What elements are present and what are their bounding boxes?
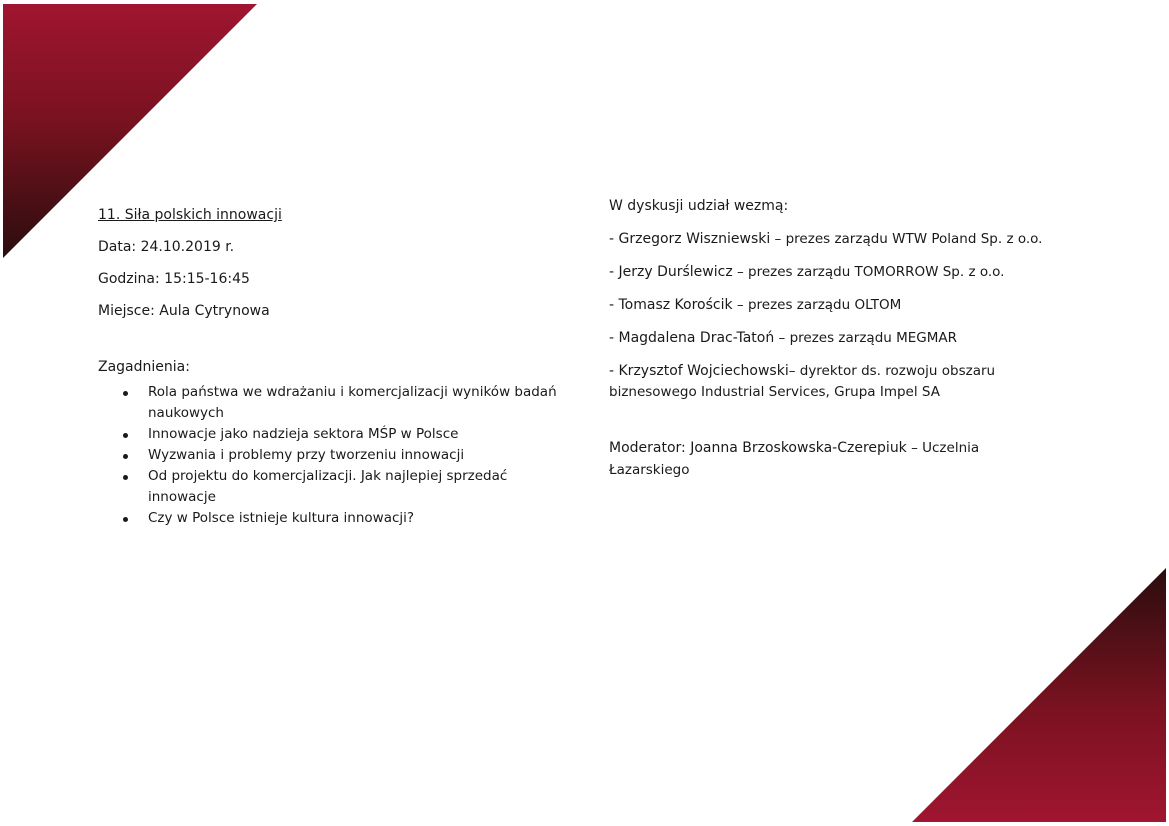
list-item: Czy w Polsce istnieje kultura innowacji? <box>98 508 568 529</box>
participant-role: – prezes zarządu OLTOM <box>732 297 902 313</box>
participant-item <box>609 295 1059 316</box>
participant-item <box>609 229 1059 250</box>
list-item: Od projektu do komercjalizacji. Jak najlepiej sprzedać innowacje <box>98 466 568 508</box>
participant-item <box>609 262 1059 283</box>
bullet-icon <box>123 517 128 522</box>
list-item: Wyzwania i problemy przy tworzeniu innowacji <box>98 445 568 466</box>
bullet-icon <box>123 454 128 459</box>
list-item: Innowacje jako nadzieja sektora MŚP w Polsce <box>98 424 568 445</box>
participant-name: - Tomasz Korościk <box>609 297 733 313</box>
moderator-role: – Uczelnia Łazarskiego <box>609 440 980 478</box>
participant-name: - Magdalena Drac-Tatoń <box>609 330 775 346</box>
issues-list <box>98 382 568 529</box>
panel-info <box>609 196 1059 481</box>
bullet-icon <box>123 433 128 438</box>
session-place: Miejsce: Aula Cytrynowa <box>98 303 270 319</box>
participant-name: - Jerzy Durślewicz <box>609 264 733 280</box>
participant-role: – prezes zarządu TOMORROW Sp. z o.o. <box>732 264 1005 280</box>
session-info <box>98 206 568 529</box>
moderator-name: Moderator: Joanna Brzoskowska-Czerepiuk <box>609 440 907 456</box>
participant-item <box>609 328 1059 349</box>
participant-role: – prezes zarządu MEGMAR <box>774 330 958 346</box>
bullet-icon <box>123 391 128 396</box>
participant-item <box>609 361 1059 403</box>
participant-name: - Krzysztof Wojciechowski <box>609 363 789 379</box>
participant-role: – prezes zarządu WTW Poland Sp. z o.o. <box>770 231 1043 247</box>
session-time: Godzina: 15:15-16:45 <box>98 271 250 287</box>
participant-role: – dyrektor ds. rozwoju obszaru biznesowego Industrial Services, Grupa Impel SA <box>609 363 996 400</box>
moderator <box>609 437 1059 481</box>
corner-triangle-bottom-right <box>912 568 1166 822</box>
participant-name: - Grzegorz Wiszniewski <box>609 231 771 247</box>
session-date: Data: 24.10.2019 r. <box>98 239 235 255</box>
bullet-icon <box>123 475 128 480</box>
session-title: 11. Siła polskich innowacji <box>98 207 282 223</box>
issues-label: Zagadnienia: <box>98 359 190 375</box>
panel-label: W dyskusji udział wezmą: <box>609 198 789 214</box>
list-item: Rola państwa we wdrażaniu i komercjalizacji wyników badań naukowych <box>98 382 568 424</box>
